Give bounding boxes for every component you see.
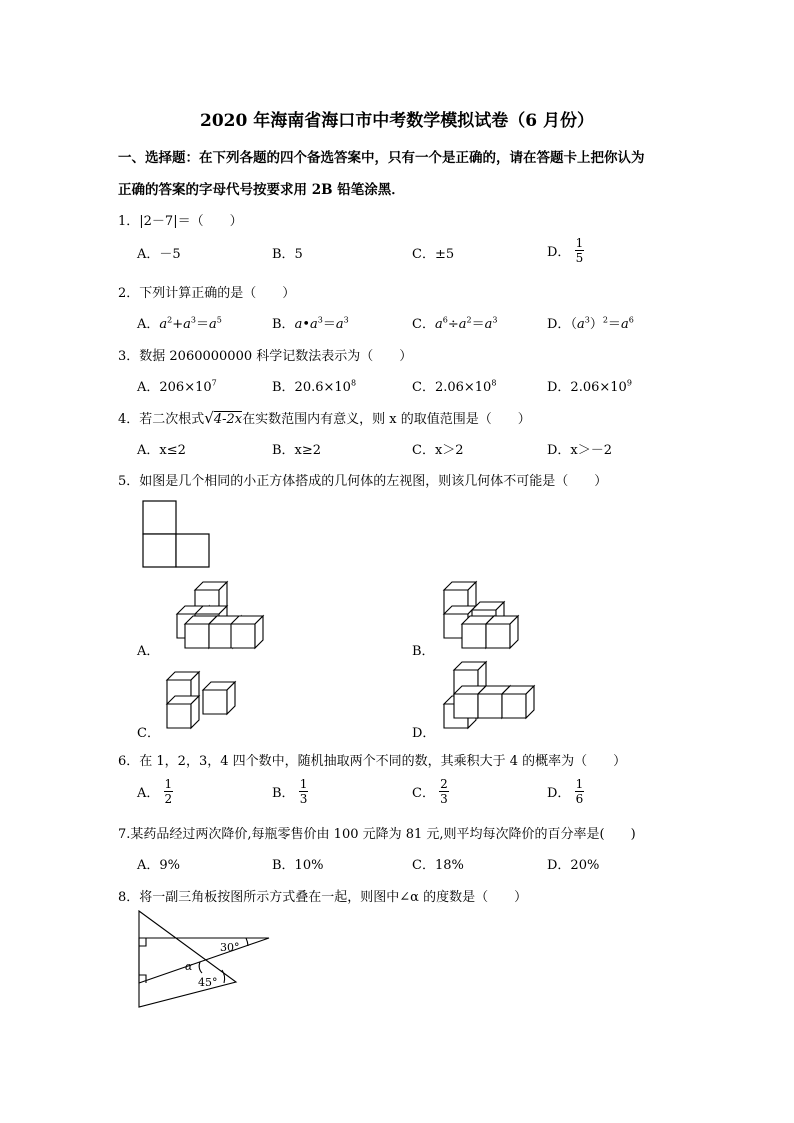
q6-option-a-label: A． — [137, 786, 160, 801]
q3-option-c-exp: 8 — [491, 378, 497, 388]
q4-option-a: A．x≤2 — [137, 443, 186, 458]
q3-option-d — [547, 376, 632, 395]
question-5-stem: 5．如图是几个相同的小正方体搭成的几何体的左视图，则该几何体不可能是（ ） — [118, 474, 608, 489]
q5-option-b-figure — [440, 578, 520, 650]
angle-alpha-arc — [199, 962, 202, 973]
q3-option-b-label: B．20.6×10 — [272, 380, 351, 395]
q5-left-view-figure — [142, 500, 210, 568]
q5-option-c-figure — [163, 670, 243, 734]
q4-option-b: B．x≥2 — [272, 443, 322, 458]
q5-option-d-figure — [440, 660, 545, 734]
q3-option-a — [137, 376, 217, 395]
q7-option-c: C．18% — [412, 858, 464, 873]
q1-option-d-label: D． — [547, 245, 571, 260]
left-view-square-bottom-right — [176, 534, 209, 567]
q6-option-b — [272, 777, 308, 806]
question-2-stem: 2．下列计算正确的是（ ） — [118, 286, 296, 301]
q2-option-a-label: A． — [137, 317, 160, 332]
q3-option-a-label: A．206×10 — [137, 380, 212, 395]
fraction-numerator: 1 — [164, 777, 173, 791]
q3-option-c — [412, 376, 496, 395]
q5-option-a: A． — [137, 644, 160, 659]
q1-option-d-fraction — [575, 236, 585, 265]
q6-option-a-fraction — [164, 777, 174, 806]
q6-option-a — [137, 777, 173, 806]
unit-cube — [231, 616, 263, 648]
q5-option-a-figure — [163, 578, 253, 650]
label-30-degrees: 30° — [220, 941, 240, 954]
unit-cube — [167, 696, 199, 728]
q3-option-c-label: C．2.06×10 — [412, 380, 492, 395]
q5-option-b: B． — [412, 644, 435, 659]
question-8-stem: 8．将一副三角板按图所示方式叠在一起，则图中∠α 的度数是（ ） — [118, 890, 528, 905]
q1-option-b: B．5 — [272, 247, 303, 262]
q3-option-b-exp: 8 — [350, 378, 357, 388]
left-view-square-top — [143, 501, 176, 534]
fraction-denominator: 6 — [575, 792, 584, 806]
right-angle-mark-top — [139, 938, 146, 946]
q8-triangle-figure — [138, 910, 272, 1010]
question-6-stem: 6．在 1，2，3，4 四个数中，随机抽取两个不同的数，其乘积大于 4 的概率为（ ） — [118, 754, 627, 769]
page-title: 2020 年海南省海口市中考数学模拟试卷（6 月份） — [200, 111, 594, 131]
q4-option-d: D．x＞－2 — [547, 443, 613, 458]
q2-option-b-label: B． — [272, 317, 295, 332]
fraction-numerator: 2 — [440, 777, 448, 791]
fraction-numerator: 1 — [575, 236, 584, 250]
fraction-denominator: 3 — [440, 792, 448, 806]
q7-option-a: A．9% — [137, 858, 181, 873]
question-4-stem — [118, 408, 531, 427]
fraction-denominator: 3 — [299, 792, 308, 806]
question-1-stem: 1．|2－7|＝（ ） — [118, 214, 243, 229]
q6-option-b-fraction — [299, 777, 309, 806]
fraction-denominator: 2 — [164, 792, 173, 806]
q4-option-c: C．x＞2 — [412, 443, 464, 458]
q3-option-a-exp: 7 — [211, 378, 217, 388]
question-3-stem: 3．数据 2060000000 科学记数法表示为（ ） — [118, 349, 413, 364]
right-triangle-45 — [139, 911, 236, 1007]
q6-option-d-label: D． — [547, 786, 571, 801]
unit-cube — [502, 686, 534, 718]
q7-option-d: D．20% — [547, 858, 600, 873]
left-view-square-bottom-left — [143, 534, 176, 567]
q6-option-d-fraction — [575, 777, 585, 806]
q4-stem-suffix: 在实数范围内有意义，则 x 的取值范围是（ ） — [242, 412, 531, 427]
fraction-numerator: 1 — [575, 777, 584, 791]
question-7-stem: 7.某药品经过两次降价,每瓶零售价由 100 元降为 81 元,则平均每次降价的百分率是( ) — [118, 827, 636, 842]
q2-option-c: C．$a^6\div a^2=a^3$ — [412, 315, 498, 332]
section-heading-line2: 正确的答案的字母代号按要求用 2B 铅笔涂黑． — [118, 182, 405, 198]
q5-option-c: C． — [137, 726, 160, 741]
fraction-numerator: 1 — [299, 777, 308, 791]
label-alpha: α — [185, 960, 193, 973]
q4-radicand: 4-2x — [213, 412, 243, 427]
q2-option-b: B．$a•a^3=a^3$ — [272, 315, 349, 332]
q6-option-b-label: B． — [272, 786, 295, 801]
fraction-denominator: 5 — [575, 251, 584, 265]
q5-option-d: D． — [412, 726, 436, 741]
q3-option-d-exp: 9 — [626, 378, 632, 388]
q2-option-a: A．$a^2+a^3=a^5$ — [137, 315, 222, 332]
q1-option-d — [547, 236, 584, 265]
angle-30-arc — [246, 938, 248, 946]
q6-option-c-label: C． — [412, 786, 435, 801]
q2-option-c-label: C． — [412, 317, 435, 332]
q6-option-c — [412, 777, 449, 806]
q2-option-d-label: D． — [547, 317, 571, 332]
unit-cube — [486, 616, 518, 648]
q1-option-a: A．－5 — [137, 247, 181, 262]
q1-option-c: C．±5 — [412, 247, 455, 262]
q2-option-d: D．$(a^3)^2=a^6$ — [547, 315, 634, 332]
radical-sign: √ — [204, 409, 214, 427]
q6-option-d — [547, 777, 584, 806]
q4-stem-prefix: 4．若二次根式 — [118, 412, 205, 427]
q3-option-b — [272, 376, 356, 395]
q7-option-b: B．10% — [272, 858, 324, 873]
unit-cube — [203, 682, 235, 714]
section-heading-line1: 一、选择题：在下列各题的四个备选答案中，只有一个是正确的，请在答题卡上把你认为 — [118, 150, 645, 166]
q6-option-c-fraction — [439, 777, 449, 806]
label-45-degrees: 45° — [198, 976, 218, 989]
q3-option-d-label: D．2.06×10 — [547, 380, 627, 395]
